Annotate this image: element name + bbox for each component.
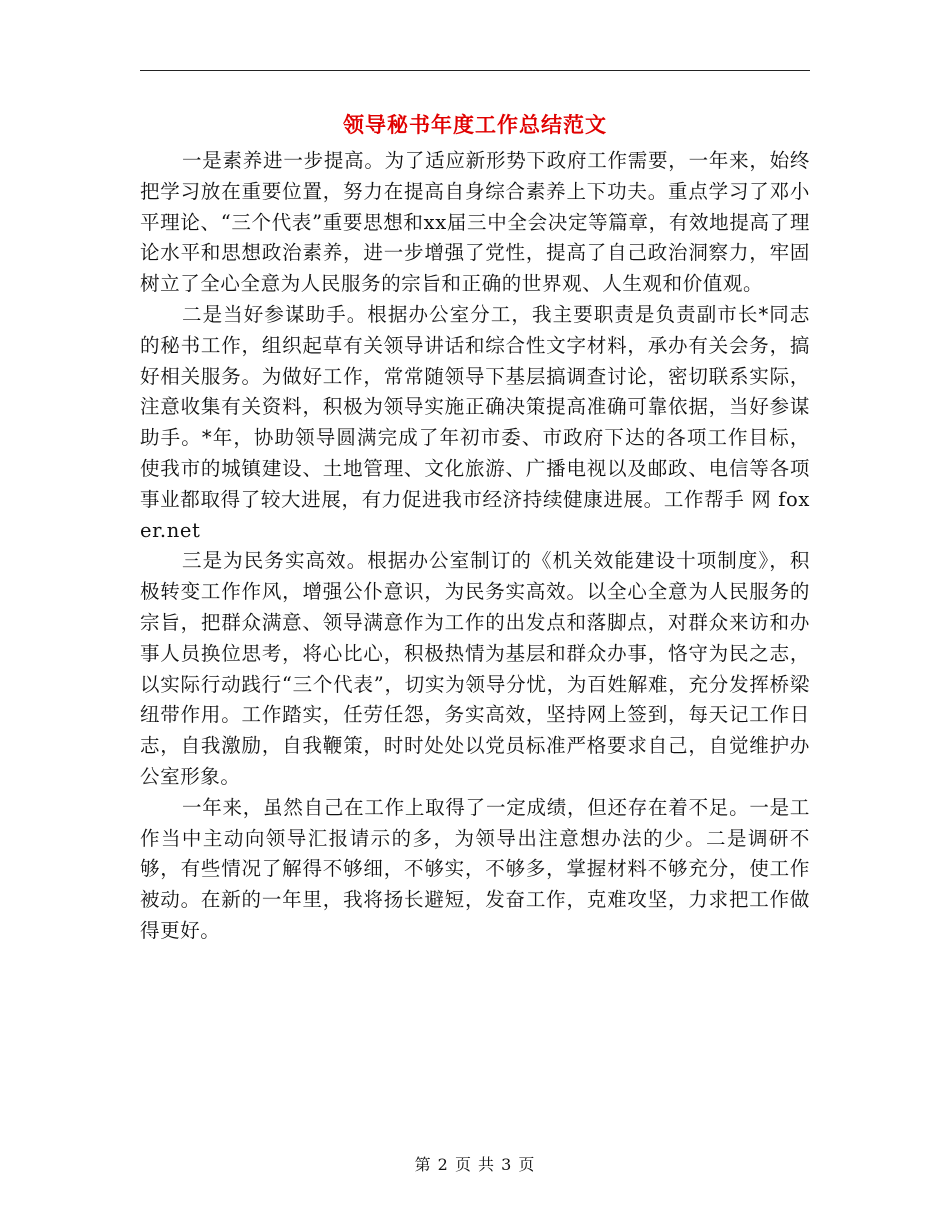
paragraph-4: 一年来，虽然自己在工作上取得了一定成绩，但还存在着不足。一是工作当中主动向领导汇报请示的多，为领导出注意想办法的少。二是调研不够，有些情况了解得不够细，不够实，不够多，掌握材料不够充分，使工作被动。在新的一年里，我将扬长避短，发奋工作，克难攻坚，力求把工作做得更好。	[140, 795, 810, 942]
header-rule	[140, 70, 810, 71]
document-title: 领导秘书年度工作总结范文	[343, 113, 607, 137]
page-number-footer: 第 2 页 共 3 页	[414, 1155, 536, 1174]
paragraph-2: 二是当好参谋助手。根据办公室分工，我主要职责是负责副市长*同志的秘书工作，组织起草有关领导讲话和综合性文字材料，承办有关会务，搞好相关服务。为做好工作，常常随领导下基层搞调查讨论，密切联系实际，注意收集有关资料，积极为领导实施正确决策提高准确可靠依据，当好参谋助手。*年，协助领导圆满完成了年初市委、市政府下达的各项工作目标，使我市的城镇建设、土地管理、文化旅游、广播电视以及邮政、电信等各项事业都取得了较大进展，有力促进我市经济持续健康进展。工作帮手 网 foxer.net	[140, 302, 810, 542]
document-body	[140, 146, 810, 947]
paragraph-3: 三是为民务实高效。根据办公室制订的《机关效能建设十项制度》，积极转变工作作风，增强公仆意识，为民务实高效。以全心全意为人民服务的宗旨，把群众满意、领导满意作为工作的出发点和落脚点，对群众来访和办事人员换位思考，将心比心，积极热情为基层和群众办事，恪守为民之志，以实际行动践行“三个代表”，切实为领导分忧，为百姓解难，充分发挥桥梁纽带作用。工作踏实，任劳任怨，务实高效，坚持网上签到，每天记工作日志，自我激励，自我鞭策，时时处处以党员标准严格要求自己，自觉维护办公室形象。	[140, 549, 810, 788]
paragraph-1: 一是素养进一步提高。为了适应新形势下政府工作需要，一年来，始终把学习放在重要位置，努力在提高自身综合素养上下功夫。重点学习了邓小平理论、“三个代表”重要思想和xx届三中全会决定等篇章，有效地提高了理论水平和思想政治素养，进一步增强了党性，提高了自己政治洞察力，牢固树立了全心全意为人民服务的宗旨和正确的世界观、人生观和价值观。	[140, 149, 810, 296]
